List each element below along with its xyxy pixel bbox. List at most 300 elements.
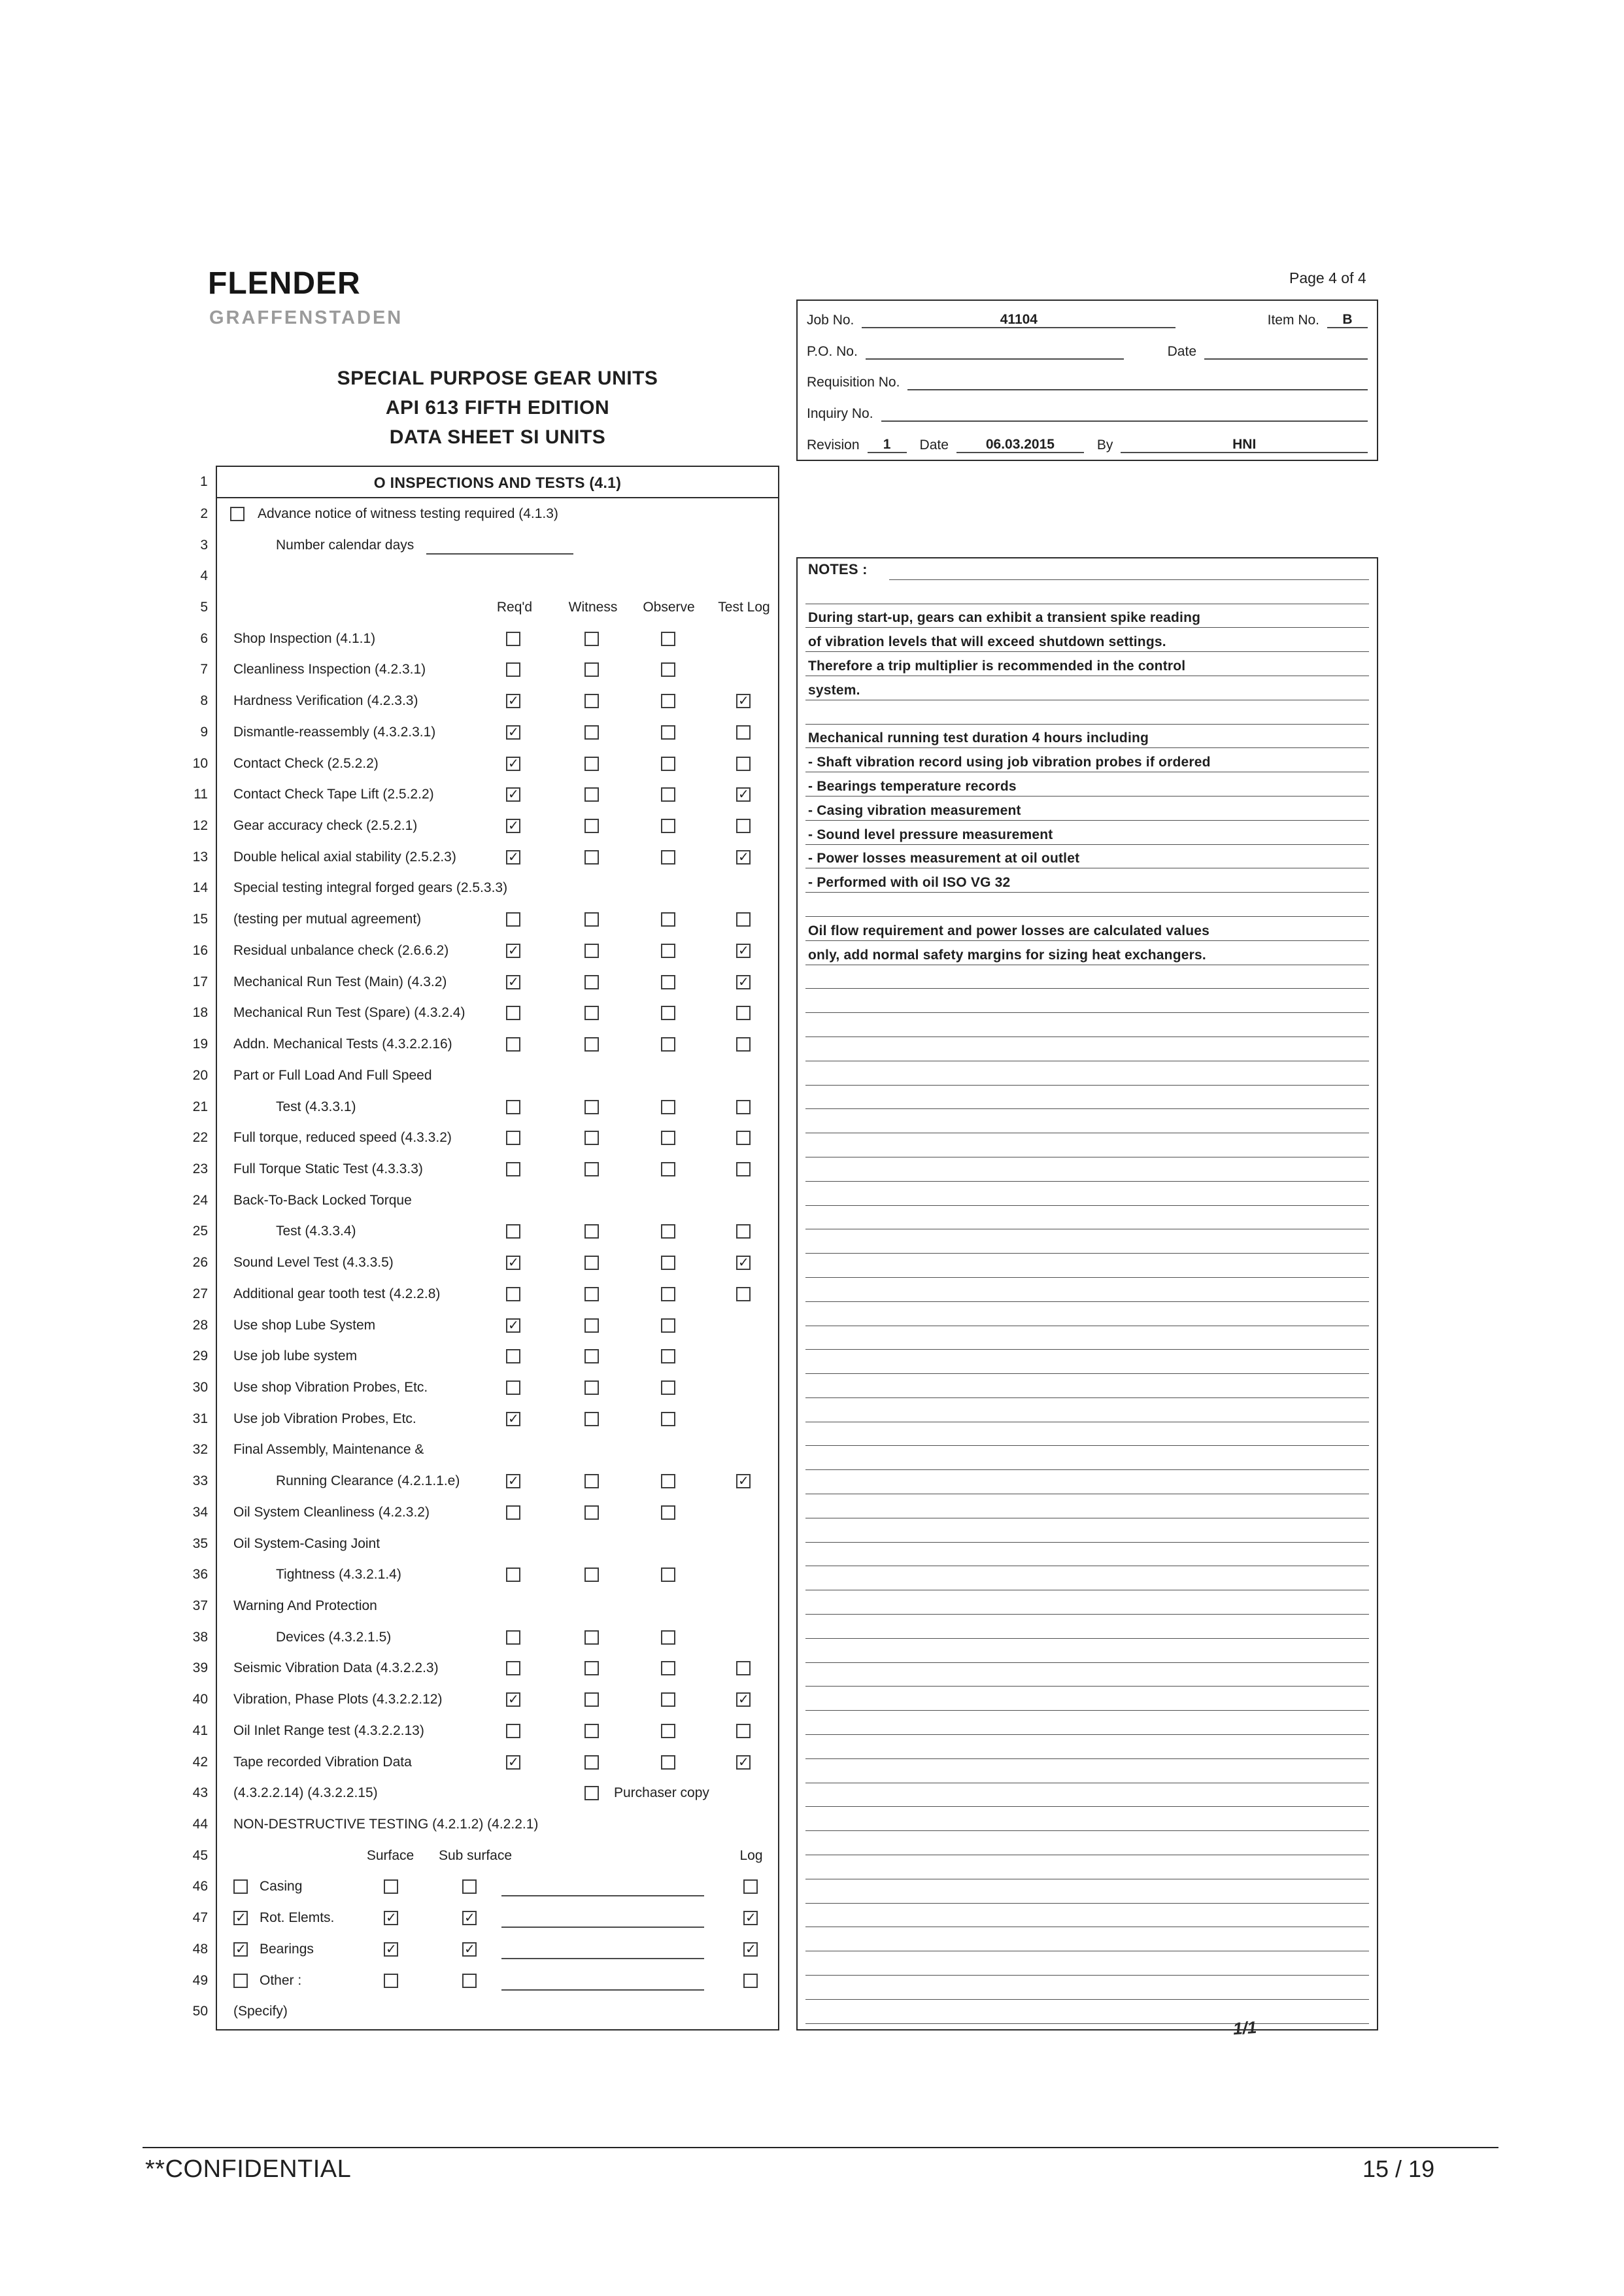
checked-checkbox[interactable] bbox=[233, 1942, 248, 1957]
ruled-line[interactable] bbox=[805, 1253, 1369, 1254]
ruled-line[interactable] bbox=[805, 1975, 1369, 1976]
checkbox[interactable] bbox=[584, 944, 599, 958]
checkbox[interactable] bbox=[506, 1349, 520, 1363]
table-row bbox=[192, 1715, 778, 1747]
notes-text: - Bearings temperature records bbox=[808, 778, 1017, 794]
ruled-line[interactable] bbox=[805, 747, 1369, 748]
row-number: 39 bbox=[192, 1660, 208, 1676]
column-header: Surface bbox=[366, 1847, 414, 1863]
row-number: 16 bbox=[192, 942, 208, 958]
ruled-line[interactable] bbox=[805, 2023, 1369, 2024]
ruled-line[interactable] bbox=[805, 1301, 1369, 1302]
ruled-line[interactable] bbox=[805, 1085, 1369, 1086]
inquiry-field[interactable] bbox=[881, 404, 1368, 422]
row-number: 43 bbox=[192, 1785, 208, 1801]
by-label: By bbox=[1096, 437, 1113, 453]
checkbox[interactable] bbox=[584, 787, 599, 802]
checked-checkbox[interactable] bbox=[462, 1911, 477, 1925]
checkbox[interactable] bbox=[584, 1287, 599, 1301]
ruled-line[interactable] bbox=[805, 1662, 1369, 1663]
checkbox[interactable] bbox=[661, 850, 675, 865]
notes-panel bbox=[796, 557, 1378, 2039]
checkbox[interactable] bbox=[661, 1100, 675, 1114]
row-label: Number calendar days bbox=[276, 537, 414, 553]
notes-line bbox=[798, 1930, 1377, 1954]
notes-text: - Sound level pressure measurement bbox=[808, 827, 1053, 842]
notes-line bbox=[798, 968, 1377, 992]
table-row bbox=[192, 842, 778, 873]
ruled-line[interactable] bbox=[805, 1277, 1369, 1278]
row-label: Tightness (4.3.2.1.4) bbox=[276, 1567, 401, 1583]
row-label: (4.3.2.2.14) (4.3.2.2.15) bbox=[233, 1785, 378, 1801]
checked-checkbox[interactable] bbox=[736, 1474, 751, 1488]
checked-checkbox[interactable] bbox=[506, 787, 520, 802]
ruled-line[interactable] bbox=[805, 1734, 1369, 1735]
row-label: Dismantle-reassembly (4.3.2.3.1) bbox=[233, 724, 436, 740]
checkbox[interactable] bbox=[506, 1100, 520, 1114]
ruled-line[interactable] bbox=[805, 796, 1369, 797]
checkbox[interactable] bbox=[736, 912, 751, 927]
row-label: Sound Level Test (4.3.3.5) bbox=[233, 1255, 394, 1271]
checkbox[interactable] bbox=[661, 787, 675, 802]
checked-checkbox[interactable] bbox=[736, 850, 751, 865]
checkbox[interactable] bbox=[584, 819, 599, 833]
checkbox[interactable] bbox=[584, 1505, 599, 1520]
ruled-line[interactable] bbox=[805, 651, 1369, 652]
notes-text: only, add normal safety margins for sizing heat exchangers. bbox=[808, 947, 1206, 963]
row-number: 3 bbox=[200, 537, 208, 553]
checkbox[interactable] bbox=[584, 1630, 599, 1645]
notes-line bbox=[798, 1786, 1377, 1810]
requisition-field[interactable] bbox=[907, 373, 1368, 390]
po-no-row bbox=[807, 335, 1368, 363]
ruled-line[interactable] bbox=[805, 1542, 1369, 1543]
checkbox[interactable] bbox=[661, 1224, 675, 1239]
checkbox[interactable] bbox=[736, 1006, 751, 1020]
row-label: Cleanliness Inspection (4.2.3.1) bbox=[233, 662, 426, 677]
requisition-label: Requisition No. bbox=[807, 375, 900, 390]
checkbox[interactable] bbox=[584, 850, 599, 865]
ruled-line[interactable] bbox=[805, 1999, 1369, 2000]
table-row bbox=[192, 1872, 778, 1903]
row-label: Vibration, Phase Plots (4.3.2.2.12) bbox=[233, 1692, 443, 1707]
checkbox[interactable] bbox=[584, 757, 599, 771]
notes-line bbox=[798, 871, 1377, 895]
by-field[interactable]: HNI bbox=[1121, 436, 1368, 453]
checkbox[interactable] bbox=[506, 1380, 520, 1395]
row-number: 23 bbox=[192, 1161, 208, 1176]
checkbox[interactable] bbox=[584, 1755, 599, 1770]
checked-checkbox[interactable] bbox=[506, 944, 520, 958]
row-number: 34 bbox=[192, 1504, 208, 1520]
ruled-line[interactable] bbox=[805, 892, 1369, 893]
checked-checkbox[interactable] bbox=[506, 850, 520, 865]
fill-in-line[interactable] bbox=[426, 553, 573, 555]
table-row bbox=[192, 1965, 778, 1996]
row-number: 28 bbox=[192, 1317, 208, 1333]
row-number: 22 bbox=[192, 1130, 208, 1146]
row-label: Full torque, reduced speed (4.3.3.2) bbox=[233, 1130, 452, 1146]
row-label: Casing bbox=[260, 1879, 303, 1894]
notes-line bbox=[798, 703, 1377, 727]
checkbox[interactable] bbox=[661, 975, 675, 989]
inquiry-label: Inquiry No. bbox=[807, 406, 873, 422]
notes-text: - Shaft vibration record using job vibration probes if ordered bbox=[808, 755, 1211, 770]
table-row bbox=[192, 1185, 778, 1216]
notes-line bbox=[798, 1858, 1377, 1882]
row-number: 2 bbox=[200, 505, 208, 521]
checkbox[interactable] bbox=[584, 1100, 599, 1114]
ruled-line[interactable] bbox=[805, 1469, 1369, 1470]
checkbox[interactable] bbox=[661, 662, 675, 677]
checkbox[interactable] bbox=[736, 1131, 751, 1145]
checkbox[interactable] bbox=[506, 1006, 520, 1020]
checked-checkbox[interactable] bbox=[233, 1911, 248, 1925]
checked-checkbox[interactable] bbox=[506, 819, 520, 833]
row-label: Test (4.3.3.4) bbox=[276, 1224, 356, 1239]
checkbox[interactable] bbox=[506, 1505, 520, 1520]
table-row bbox=[192, 1372, 778, 1403]
ruled-line[interactable] bbox=[805, 1638, 1369, 1639]
checkbox[interactable] bbox=[233, 1879, 248, 1894]
notes-line bbox=[798, 607, 1377, 631]
revision-row bbox=[807, 429, 1368, 456]
row-label: Use job Vibration Probes, Etc. bbox=[233, 1411, 416, 1426]
checkbox[interactable] bbox=[584, 1786, 599, 1800]
row-label: Additional gear tooth test (4.2.2.8) bbox=[233, 1286, 441, 1301]
row-label: Bearings bbox=[260, 1941, 314, 1957]
notes-line bbox=[798, 1545, 1377, 1569]
job-info-panel bbox=[796, 300, 1378, 461]
checkbox[interactable] bbox=[661, 1162, 675, 1176]
checkbox[interactable] bbox=[661, 1568, 675, 1582]
row-label: Rot. Elemts. bbox=[260, 1910, 335, 1926]
fill-in-line[interactable] bbox=[501, 1895, 704, 1896]
checkbox[interactable] bbox=[584, 1349, 599, 1363]
row-label: NON-DESTRUCTIVE TESTING (4.2.1.2) (4.2.2.1) bbox=[233, 1817, 539, 1832]
checkbox[interactable] bbox=[661, 1380, 675, 1395]
revision-field[interactable]: 1 bbox=[868, 436, 907, 453]
row-number: 30 bbox=[192, 1379, 208, 1395]
ruled-line[interactable] bbox=[805, 1181, 1369, 1182]
checkbox[interactable] bbox=[384, 1974, 398, 1988]
checkbox[interactable] bbox=[736, 725, 751, 740]
notes-text: During start-up, gears can exhibit a transient spike reading bbox=[808, 610, 1201, 626]
checkbox[interactable] bbox=[661, 725, 675, 740]
checkbox[interactable] bbox=[661, 819, 675, 833]
checkbox[interactable] bbox=[661, 912, 675, 927]
checked-checkbox[interactable] bbox=[506, 1412, 520, 1426]
ruled-line[interactable] bbox=[805, 1830, 1369, 1831]
table-row bbox=[192, 1497, 778, 1528]
checked-checkbox[interactable] bbox=[736, 1692, 751, 1707]
notes-text: - Casing vibration measurement bbox=[808, 802, 1021, 818]
checkbox[interactable] bbox=[736, 1287, 751, 1301]
column-header: Req'd bbox=[496, 600, 533, 615]
table-row bbox=[192, 1091, 778, 1123]
page-counter: 15 / 19 bbox=[1362, 2155, 1435, 2182]
notes-line bbox=[798, 1569, 1377, 1593]
notes-line bbox=[798, 1329, 1377, 1353]
checkbox[interactable] bbox=[584, 1256, 599, 1270]
checkbox[interactable] bbox=[506, 1037, 520, 1052]
row-number: 8 bbox=[200, 693, 208, 709]
checkbox[interactable] bbox=[661, 944, 675, 958]
checkbox[interactable] bbox=[506, 1661, 520, 1675]
checkbox[interactable] bbox=[661, 1505, 675, 1520]
table-row bbox=[192, 1029, 778, 1060]
checkbox[interactable] bbox=[584, 1412, 599, 1426]
checked-checkbox[interactable] bbox=[384, 1911, 398, 1925]
row-number: 21 bbox=[192, 1099, 208, 1114]
checked-checkbox[interactable] bbox=[736, 975, 751, 989]
notes-line bbox=[798, 1088, 1377, 1112]
checked-checkbox[interactable] bbox=[736, 787, 751, 802]
checkbox[interactable] bbox=[230, 507, 245, 521]
notes-line bbox=[798, 1689, 1377, 1713]
annotation-1-1: 1/1 bbox=[1232, 2017, 1258, 2039]
checkbox[interactable] bbox=[506, 632, 520, 646]
checked-checkbox[interactable] bbox=[506, 1692, 520, 1707]
checked-checkbox[interactable] bbox=[743, 1911, 758, 1925]
checkbox[interactable] bbox=[736, 1224, 751, 1239]
checkbox[interactable] bbox=[506, 1131, 520, 1145]
ruled-line[interactable] bbox=[805, 1349, 1369, 1350]
table-row bbox=[192, 1154, 778, 1185]
checkbox[interactable] bbox=[661, 1724, 675, 1738]
table-row bbox=[192, 1934, 778, 1965]
checkbox[interactable] bbox=[743, 1879, 758, 1894]
checkbox[interactable] bbox=[584, 1131, 599, 1145]
checkbox[interactable] bbox=[584, 1724, 599, 1738]
fill-in-line[interactable] bbox=[501, 1927, 704, 1928]
ruled-line[interactable] bbox=[805, 1373, 1369, 1374]
ruled-line[interactable] bbox=[805, 1710, 1369, 1711]
column-header: Observe bbox=[643, 600, 695, 615]
checkbox[interactable] bbox=[661, 1412, 675, 1426]
checkbox[interactable] bbox=[661, 632, 675, 646]
table-row bbox=[200, 530, 778, 561]
table-row bbox=[192, 998, 778, 1029]
row-label: Contact Check Tape Lift (2.5.2.2) bbox=[233, 787, 434, 802]
confidential-label: **CONFIDENTIAL bbox=[145, 2155, 352, 2183]
notes-line bbox=[798, 727, 1377, 751]
checkbox[interactable] bbox=[506, 1162, 520, 1176]
notes-line bbox=[798, 1448, 1377, 1473]
checked-checkbox[interactable] bbox=[736, 694, 751, 708]
checkbox[interactable] bbox=[661, 1131, 675, 1145]
column-header: Sub surface bbox=[438, 1847, 513, 1863]
table-row bbox=[192, 1653, 778, 1685]
row-label: Back-To-Back Locked Torque bbox=[233, 1192, 412, 1208]
notes-line bbox=[798, 1305, 1377, 1329]
checkbox[interactable] bbox=[584, 912, 599, 927]
notes-line bbox=[798, 848, 1377, 872]
checked-checkbox[interactable] bbox=[506, 1318, 520, 1333]
checkbox[interactable] bbox=[506, 1568, 520, 1582]
checkbox[interactable] bbox=[736, 1037, 751, 1052]
ruled-line[interactable] bbox=[889, 579, 1369, 580]
ruled-line[interactable] bbox=[805, 1108, 1369, 1109]
date-field[interactable] bbox=[1204, 342, 1368, 360]
ruled-line[interactable] bbox=[805, 1758, 1369, 1759]
row-label: Mechanical Run Test (Main) (4.3.2) bbox=[233, 974, 447, 989]
ruled-line[interactable] bbox=[805, 1686, 1369, 1687]
row-number: 42 bbox=[192, 1754, 208, 1770]
checkbox[interactable] bbox=[233, 1974, 248, 1988]
row-number: 27 bbox=[192, 1286, 208, 1301]
row-label: Use shop Lube System bbox=[233, 1317, 376, 1333]
po-no-field[interactable] bbox=[866, 342, 1124, 360]
checked-checkbox[interactable] bbox=[506, 1755, 520, 1770]
checkbox[interactable] bbox=[661, 757, 675, 771]
table-row bbox=[200, 623, 778, 655]
fill-in-line[interactable] bbox=[501, 1958, 704, 1959]
checkbox[interactable] bbox=[661, 1661, 675, 1675]
checked-checkbox[interactable] bbox=[506, 757, 520, 771]
notes-line bbox=[798, 2002, 1377, 2027]
notes-line bbox=[798, 823, 1377, 848]
section-title: O INSPECTIONS AND TESTS (4.1) bbox=[373, 474, 622, 491]
column-header: Log bbox=[739, 1847, 763, 1863]
job-no-label: Job No. bbox=[807, 312, 854, 328]
row-number: 24 bbox=[192, 1192, 208, 1208]
checkbox[interactable] bbox=[661, 1755, 675, 1770]
table-row bbox=[192, 1310, 778, 1341]
checkbox[interactable] bbox=[661, 1692, 675, 1707]
ruled-line[interactable] bbox=[805, 940, 1369, 941]
checkbox[interactable] bbox=[661, 1287, 675, 1301]
checkbox[interactable] bbox=[584, 632, 599, 646]
checked-checkbox[interactable] bbox=[506, 725, 520, 740]
checkbox[interactable] bbox=[661, 1256, 675, 1270]
ruled-line[interactable] bbox=[805, 1012, 1369, 1013]
ruled-line[interactable] bbox=[805, 1397, 1369, 1398]
checkbox[interactable] bbox=[506, 662, 520, 677]
checkbox[interactable] bbox=[736, 1162, 751, 1176]
notes-line bbox=[798, 679, 1377, 703]
notes-line bbox=[798, 655, 1377, 679]
checkbox[interactable] bbox=[584, 662, 599, 677]
checkbox[interactable] bbox=[584, 1162, 599, 1176]
table-row bbox=[192, 1747, 778, 1778]
notes-line bbox=[798, 1882, 1377, 1906]
checkbox[interactable] bbox=[584, 1692, 599, 1707]
ruled-line[interactable] bbox=[805, 1445, 1369, 1446]
table-row bbox=[192, 1684, 778, 1715]
checkbox[interactable] bbox=[506, 1724, 520, 1738]
checkbox[interactable] bbox=[584, 1380, 599, 1395]
checkbox[interactable] bbox=[506, 1224, 520, 1239]
checkbox[interactable] bbox=[736, 1724, 751, 1738]
column-header: Witness bbox=[568, 600, 618, 615]
checkbox[interactable] bbox=[661, 1474, 675, 1488]
notes-line bbox=[798, 1184, 1377, 1208]
ruled-line[interactable] bbox=[805, 627, 1369, 628]
row-number: 36 bbox=[192, 1567, 208, 1583]
ruled-line[interactable] bbox=[805, 1614, 1369, 1615]
ruled-line[interactable] bbox=[805, 1806, 1369, 1807]
table-row bbox=[192, 1809, 778, 1840]
checkbox[interactable] bbox=[384, 1879, 398, 1894]
checked-checkbox[interactable] bbox=[506, 1256, 520, 1270]
checkbox[interactable] bbox=[506, 1630, 520, 1645]
ruled-line[interactable] bbox=[805, 820, 1369, 821]
title-line-1: SPECIAL PURPOSE GEAR UNITS bbox=[337, 368, 658, 389]
checkbox[interactable] bbox=[584, 1318, 599, 1333]
checked-checkbox[interactable] bbox=[506, 1474, 520, 1488]
notes-text: Mechanical running test duration 4 hours including bbox=[808, 730, 1149, 746]
checkbox[interactable] bbox=[661, 1006, 675, 1020]
fill-in-line[interactable] bbox=[501, 1989, 704, 1991]
checkbox[interactable] bbox=[584, 1006, 599, 1020]
row-number: 33 bbox=[192, 1473, 208, 1489]
ruled-line[interactable] bbox=[805, 724, 1369, 725]
row-label: Use shop Vibration Probes, Etc. bbox=[233, 1379, 428, 1395]
revision-date-field[interactable]: 06.03.2015 bbox=[956, 436, 1084, 453]
notes-line bbox=[798, 1593, 1377, 1617]
checkbox[interactable] bbox=[462, 1974, 477, 1988]
checkbox[interactable] bbox=[462, 1879, 477, 1894]
checked-checkbox[interactable] bbox=[736, 944, 751, 958]
row-label: Running Clearance (4.2.1.1.e) bbox=[276, 1473, 460, 1489]
checkbox[interactable] bbox=[736, 757, 751, 771]
ruled-line[interactable] bbox=[805, 916, 1369, 917]
checkbox[interactable] bbox=[661, 1630, 675, 1645]
checkbox[interactable] bbox=[736, 819, 751, 833]
checkbox[interactable] bbox=[661, 1318, 675, 1333]
checked-checkbox[interactable] bbox=[743, 1942, 758, 1957]
job-no-row bbox=[807, 304, 1368, 332]
checkbox[interactable] bbox=[584, 1474, 599, 1488]
notes-line bbox=[798, 1256, 1377, 1280]
ruled-line[interactable] bbox=[805, 1205, 1369, 1206]
row-number: 29 bbox=[192, 1348, 208, 1364]
item-no-field[interactable]: B bbox=[1327, 311, 1368, 328]
ruled-line[interactable] bbox=[805, 1903, 1369, 1904]
row-number: 17 bbox=[192, 974, 208, 989]
row-label: Devices (4.3.2.1.5) bbox=[276, 1629, 392, 1645]
checkbox[interactable] bbox=[736, 1661, 751, 1675]
checkbox[interactable] bbox=[584, 694, 599, 708]
checkbox[interactable] bbox=[584, 1224, 599, 1239]
checkbox[interactable] bbox=[661, 1037, 675, 1052]
job-no-field[interactable]: 41104 bbox=[862, 311, 1176, 328]
checkbox[interactable] bbox=[506, 1287, 520, 1301]
checkbox[interactable] bbox=[736, 1100, 751, 1114]
checkbox[interactable] bbox=[584, 1568, 599, 1582]
checkbox[interactable] bbox=[506, 912, 520, 927]
checked-checkbox[interactable] bbox=[736, 1755, 751, 1770]
checked-checkbox[interactable] bbox=[506, 694, 520, 708]
table-row bbox=[192, 1902, 778, 1934]
checkbox[interactable] bbox=[661, 1349, 675, 1363]
checkbox[interactable] bbox=[584, 975, 599, 989]
checked-checkbox[interactable] bbox=[384, 1942, 398, 1957]
checkbox[interactable] bbox=[584, 725, 599, 740]
checkbox[interactable] bbox=[584, 1037, 599, 1052]
checkbox[interactable] bbox=[584, 1661, 599, 1675]
row-label: Oil System Cleanliness (4.2.3.2) bbox=[233, 1504, 430, 1520]
checked-checkbox[interactable] bbox=[506, 975, 520, 989]
checkbox[interactable] bbox=[743, 1974, 758, 1988]
checkbox[interactable] bbox=[661, 694, 675, 708]
ruled-line[interactable] bbox=[805, 844, 1369, 845]
table-row bbox=[200, 685, 778, 717]
ruled-line[interactable] bbox=[805, 988, 1369, 989]
checked-checkbox[interactable] bbox=[736, 1256, 751, 1270]
checked-checkbox[interactable] bbox=[462, 1942, 477, 1957]
